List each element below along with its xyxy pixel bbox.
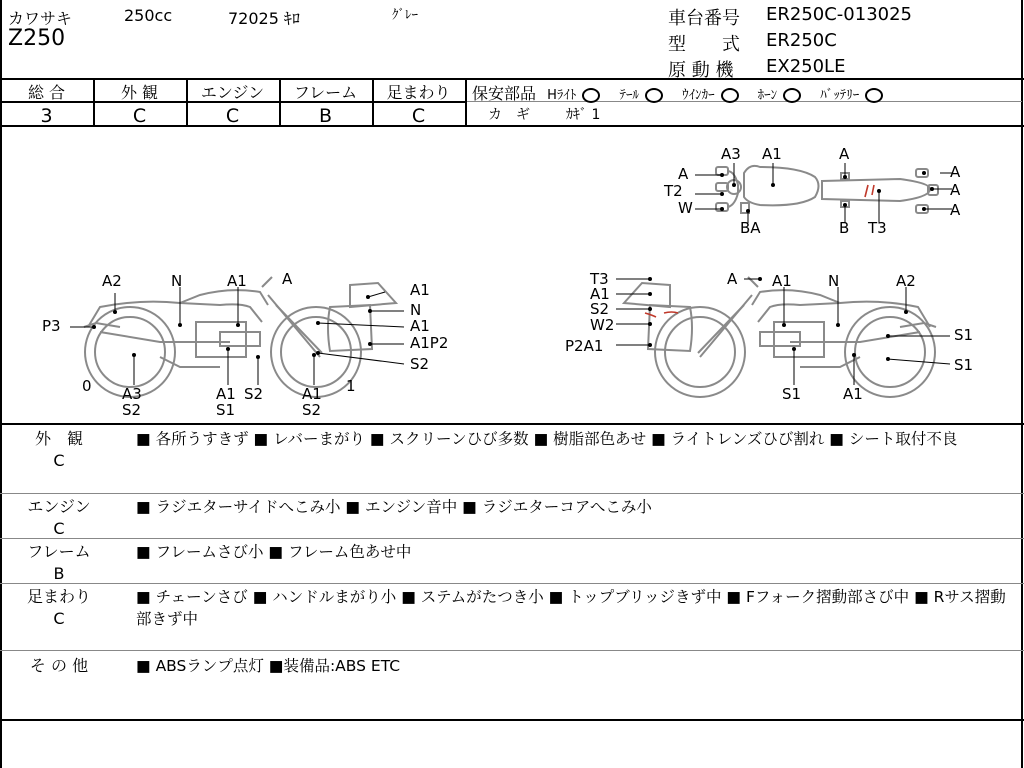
section-engine-text: ■ ラジエターサイドへこみ小 ■ エンジン音中 ■ ラジエターコアへこみ小 — [136, 498, 652, 516]
ok-circle-icon — [865, 88, 883, 103]
diagram-label: A1 — [410, 281, 430, 299]
grade-exterior — [93, 80, 186, 127]
diagram-label: S2 — [122, 401, 142, 419]
diagram-label: A1 — [227, 272, 247, 290]
grade-label: 総 合 — [27, 83, 66, 102]
section-other-text: ■ ABSランプ点灯 ■装備品:ABS ETC — [136, 657, 401, 675]
diagram-label: N — [171, 272, 183, 290]
border-right — [1021, 0, 1023, 768]
section-exterior-label — [4, 428, 114, 472]
mileage: 72025 ｷﾛ — [228, 9, 300, 28]
diagram-label: A1 — [772, 272, 792, 290]
maker: カワサキ — [8, 9, 73, 28]
chassis-label: 車台番号 — [668, 8, 740, 29]
grade-label: フレーム — [293, 83, 358, 102]
diagram-label: A — [950, 201, 961, 219]
type-value: ER250C — [766, 30, 837, 51]
diagram-label: A1 — [762, 145, 782, 163]
diagram-label: P2A1 — [565, 337, 604, 355]
leader-lines — [70, 163, 952, 385]
grade-value: 3 — [40, 105, 53, 127]
divider — [465, 78, 467, 125]
key-label: カ ギ — [488, 107, 530, 123]
motorcycle-diagram — [0, 127, 1020, 422]
diagram-label: A — [950, 163, 961, 181]
diagram-label: BA — [740, 219, 761, 237]
section-label: そ の 他 — [29, 656, 89, 675]
section-engine-label — [4, 496, 114, 540]
grade-label: 外 観 — [120, 83, 159, 102]
section-suspension-label — [4, 586, 114, 630]
safety-parts — [472, 81, 887, 104]
safety-item-label: Hﾗｲﾄ — [547, 88, 577, 103]
safety-item-label: ｳｲﾝｶｰ — [682, 88, 715, 103]
chassis-value: ER250C-013025 — [766, 4, 913, 25]
diagram-label: P3 — [42, 317, 61, 335]
grade-value: C — [132, 105, 147, 127]
diagram-label: A1 — [410, 317, 430, 335]
key-value: ｶｷﾞ 1 — [566, 107, 601, 123]
type-label: 型 式 — [668, 34, 740, 55]
diagram-label: T3 — [590, 270, 609, 288]
section-label: 足まわり — [26, 587, 91, 606]
grade-value: C — [225, 105, 240, 127]
diagram-label: A — [839, 145, 850, 163]
diagram-label: N — [828, 272, 840, 290]
ok-circle-icon — [721, 88, 739, 103]
grade-label: エンジン — [200, 83, 265, 102]
diagram-label: S2 — [590, 300, 610, 318]
diagram-label: A — [678, 165, 689, 183]
diagram-label: B — [839, 219, 850, 237]
damage-diagram — [0, 127, 1020, 422]
top-view-bike — [716, 166, 938, 213]
grade-engine — [186, 80, 279, 127]
diagram-label: W2 — [590, 316, 615, 334]
section-other-label — [4, 655, 114, 677]
diagram-label: S2 — [410, 355, 430, 373]
safety-item-label: ﾊﾞｯﾃﾘｰ — [820, 88, 860, 103]
diagram-label: S2 — [244, 385, 264, 403]
section-frame-label — [4, 541, 114, 585]
safety-item-winker — [682, 88, 743, 103]
engine-label: 原 動 機 — [668, 60, 734, 81]
diagram-label: A — [282, 270, 293, 288]
diagram-label: A — [950, 181, 961, 199]
divider — [0, 538, 1024, 539]
diagram-label: T2 — [664, 182, 683, 200]
divider — [0, 583, 1024, 584]
displacement: 250cc — [124, 6, 173, 25]
diagram-label: S1 — [216, 401, 236, 419]
section-label: 外 観 — [34, 429, 83, 448]
grade-frame — [279, 80, 372, 127]
model-name: Z250 — [8, 26, 66, 51]
section-grade: B — [53, 564, 65, 583]
grade-label: 足まわり — [386, 83, 451, 102]
section-label: エンジン — [27, 497, 91, 516]
diagram-label: A3 — [122, 385, 142, 403]
grade-value: C — [411, 105, 426, 127]
diagram-label: A1 — [843, 385, 863, 403]
safety-item-horn — [758, 88, 806, 103]
diagram-label: T3 — [868, 219, 887, 237]
diagram-label: S1 — [782, 385, 802, 403]
diagram-label: A1 — [302, 385, 322, 403]
diagram-label: S1 — [954, 356, 974, 374]
safety-item-headlight — [547, 88, 604, 103]
section-suspension-text: ■ チェーンさび ■ ハンドルまがり小 ■ ステムがたつき小 ■ トップブリッジきず中 ■ Fフォーク摺動部さび中 ■ Rサス摺動部きず中 — [136, 588, 1006, 628]
divider — [0, 493, 1024, 494]
safety-item-label: ﾃｰﾙ — [619, 88, 639, 103]
divider — [0, 423, 1024, 425]
diagram-label: 0 — [82, 377, 92, 395]
diagram-label: A1P2 — [410, 334, 449, 352]
diagram-label: A1 — [216, 385, 236, 403]
section-grade: C — [53, 609, 65, 628]
safety-item-label: ﾎｰﾝ — [757, 88, 778, 103]
section-frame-text: ■ フレームさび小 ■ フレーム色あせ中 — [136, 543, 412, 561]
divider — [0, 719, 1024, 721]
diagram-label: 1 — [346, 377, 356, 395]
safety-item-tail — [619, 88, 667, 103]
diagram-label: S2 — [302, 401, 322, 419]
diagram-label: A2 — [896, 272, 916, 290]
diagram-label: A3 — [721, 145, 741, 163]
leader-dots — [92, 171, 934, 361]
ok-circle-icon — [582, 88, 600, 103]
section-grade: C — [53, 451, 65, 470]
diagram-label: A — [727, 270, 738, 288]
diagram-label: S1 — [954, 326, 974, 344]
ok-circle-icon — [645, 88, 663, 103]
diagram-label: N — [410, 301, 422, 319]
diagram-label: A1 — [590, 285, 610, 303]
divider — [0, 650, 1024, 651]
safety-item-battery — [820, 88, 887, 103]
diagram-label: A2 — [102, 272, 122, 290]
diagram-label: W — [678, 199, 693, 217]
color: ｸﾞﾚｰ — [392, 8, 418, 23]
section-label: フレーム — [27, 542, 91, 561]
safety-title: 保安部品 — [472, 84, 537, 103]
engine-value: EX250LE — [766, 56, 846, 77]
grade-value: B — [318, 105, 333, 127]
grade-overall — [0, 80, 93, 127]
section-grade: C — [53, 519, 65, 538]
grade-suspension — [372, 80, 465, 127]
ok-circle-icon — [783, 88, 801, 103]
section-exterior-text: ■ 各所うすきず ■ レバーまがり ■ スクリーンひび多数 ■ 樹脂部色あせ ■ ライトレンズひび割れ ■ シート取付不良 — [136, 430, 958, 448]
